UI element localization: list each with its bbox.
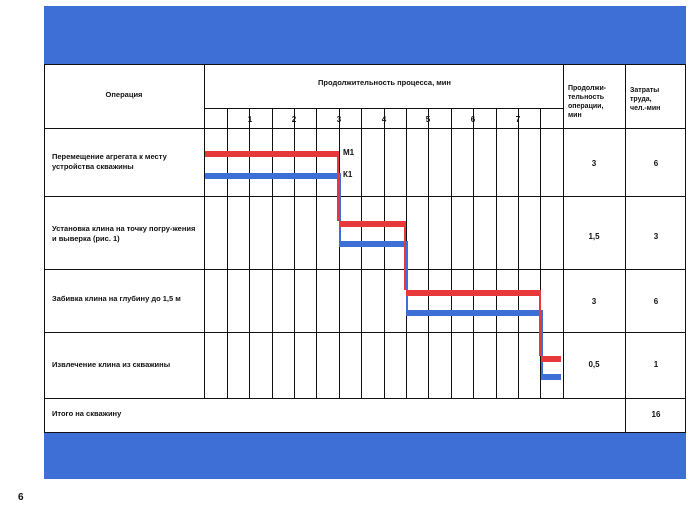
tick-7: 7 [515,115,521,124]
row-4-operation: Извлечение клина из скважины [52,360,171,369]
bar-k1-op4 [541,374,561,380]
bar-k1-op3 [406,310,540,316]
connector-blue-1 [339,173,341,243]
page-number: 6 [18,492,24,503]
process-schedule-table [44,64,686,433]
tick-6: 6 [470,115,476,124]
bar-m1-op4 [541,356,561,362]
total-labor: 16 [651,410,661,419]
row-2-duration: 1,5 [588,232,600,241]
top-color-band [44,6,686,64]
tick-3: 3 [336,115,342,124]
row-1-labor: 6 [653,159,659,168]
row-4-labor: 1 [653,360,659,369]
header-duration: Продолжительность процесса, мин [318,78,451,87]
header-operation-duration: Продолжи- тельность операции, мин [568,85,607,119]
row-3-duration: 3 [591,297,597,306]
bar-m1-op2 [339,221,406,227]
legend-k1: К1 [343,170,353,179]
bottom-color-band [44,433,686,479]
bar-k1-op1 [205,173,339,179]
row-4-duration: 0,5 [588,360,600,369]
row-2-labor: 3 [653,232,659,241]
bar-m1-op3 [406,290,540,296]
tick-2: 2 [291,115,297,124]
connector-blue-2 [406,241,408,310]
row-2-operation: Установка клина на точку погру-жения и выверка (рис. 1) [52,224,196,243]
row-1-operation: Перемещение агрегата к месту устройства скважины [52,152,167,171]
row-1-duration: 3 [591,159,597,168]
bar-m1-op1 [205,151,339,157]
connector-blue-3 [541,310,543,374]
tick-1: 1 [247,115,253,124]
tick-4: 4 [381,115,387,124]
row-3-labor: 6 [653,297,659,306]
row-3-operation: Забивка клина на глубину до 1,5 м [52,294,181,303]
legend-m1: М1 [343,148,355,157]
bar-k1-op2 [339,241,406,247]
header-operation: Операция [105,90,143,99]
tick-5: 5 [425,115,431,124]
total-label: Итого на скважину [52,409,122,418]
header-labor-cost: Затраты труда, чел.-мин [630,87,661,112]
